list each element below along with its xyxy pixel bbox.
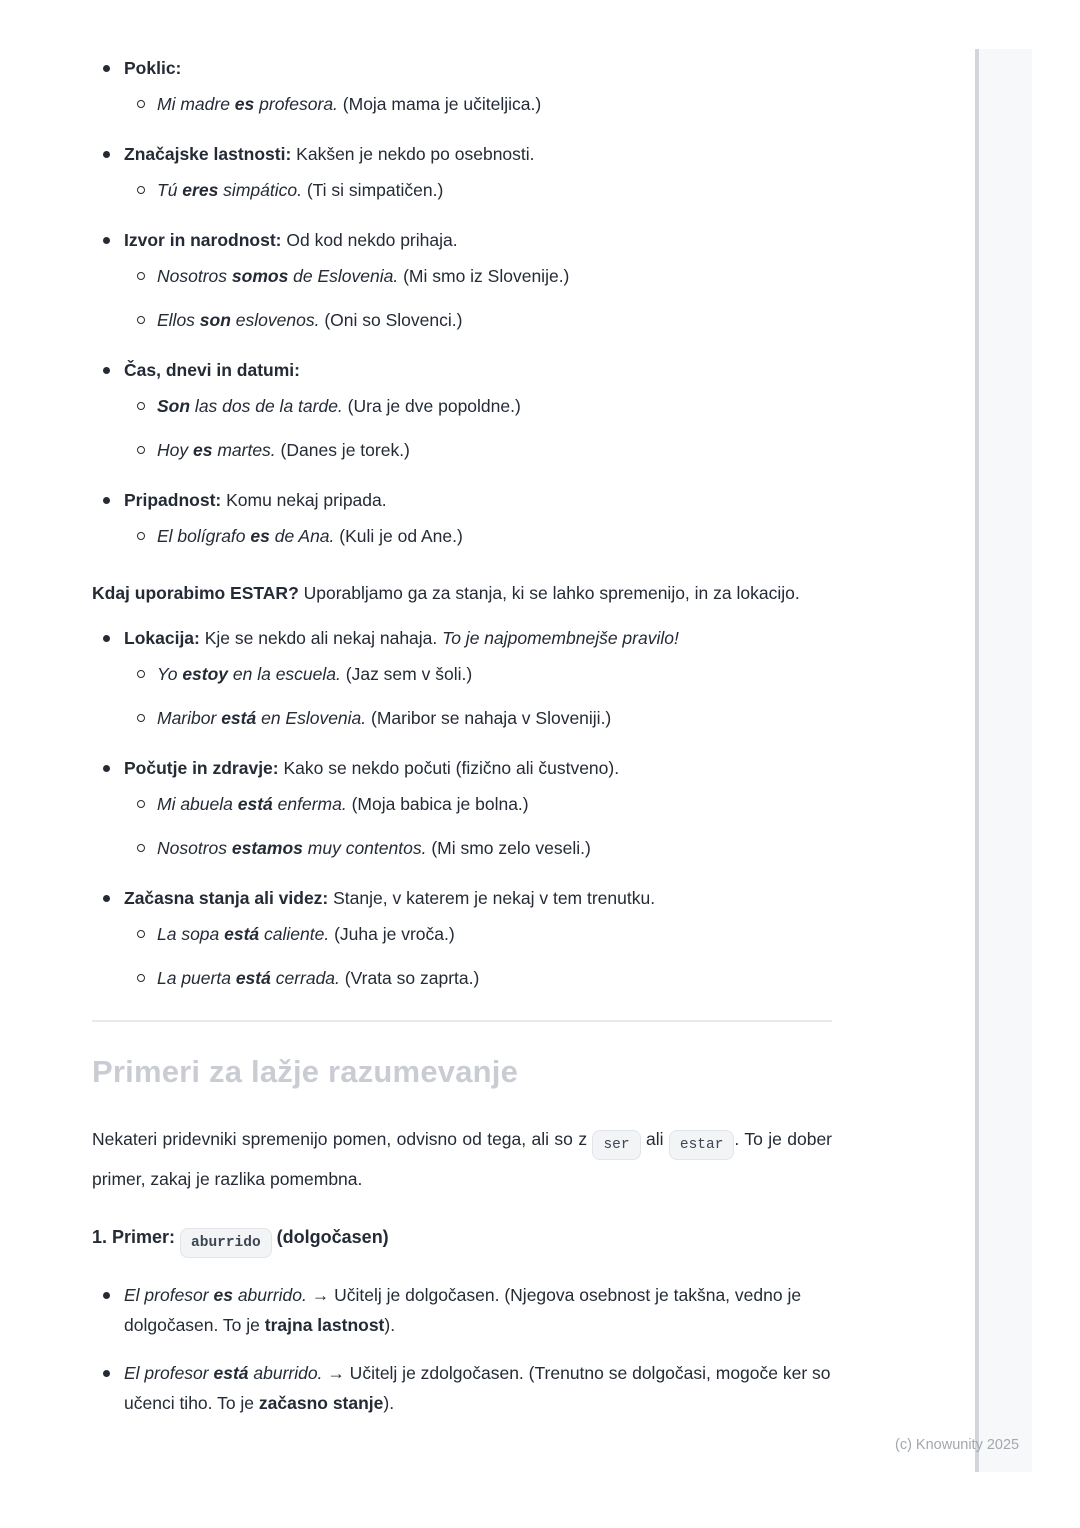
- inline-code-ser: ser: [592, 1130, 640, 1160]
- list-item-text: [124, 356, 832, 384]
- paragraph-text: Nekateri pridevniki spremenijo pomen, odvisno od tega, ali so z: [92, 1129, 593, 1149]
- translation: (Mi smo zelo veseli.): [426, 838, 591, 858]
- scrollbar-track[interactable]: [979, 49, 1032, 1472]
- spanish-text: profesora.: [254, 94, 338, 114]
- example-sentence: [157, 790, 832, 818]
- list-item: [92, 486, 832, 514]
- example-sentence: [157, 392, 832, 420]
- primer-heading: [92, 1218, 832, 1258]
- bullet-dot-icon: [92, 486, 124, 514]
- spanish-text: cerrada.: [270, 968, 340, 988]
- estar-intro-lead: Kdaj uporabimo ESTAR?: [92, 583, 299, 603]
- translation: (Ura je dve popoldne.): [342, 396, 521, 416]
- list-item: [92, 226, 832, 254]
- item-title: Počutje in zdravje:: [124, 758, 279, 778]
- example-sentence: [157, 90, 832, 118]
- item-title: Značajske lastnosti:: [124, 144, 292, 164]
- primer-suffix: (dolgočasen): [271, 1227, 389, 1247]
- bullet-dot-icon: [92, 226, 124, 254]
- list-subitem: [125, 790, 832, 818]
- explanation-text: → Učitelj je zdolgočasen. (Trenutno se dolgočasi, mogoče ker so učenci tiho. To je: [124, 1363, 831, 1413]
- list-item-text: [124, 754, 832, 782]
- spanish-text: Mi abuela: [157, 794, 238, 814]
- spanish-text: caliente.: [259, 924, 330, 944]
- bullet-circle-icon: [125, 834, 157, 862]
- list-subitem: [125, 660, 832, 688]
- document-page: [92, 54, 832, 1418]
- spanish-text: El profesor: [124, 1363, 214, 1383]
- spanish-text: Yo: [157, 664, 183, 684]
- item-desc-emphasis: To je najpomembnejše pravilo!: [442, 628, 679, 648]
- bullet-dot-icon: [92, 1358, 124, 1418]
- example-sentence: [124, 1280, 832, 1340]
- spanish-text: en la escuela.: [228, 664, 341, 684]
- spanish-verb: es: [192, 440, 213, 460]
- list-item-text: [124, 486, 832, 514]
- list-item: [92, 1280, 832, 1340]
- bullet-dot-icon: [92, 140, 124, 168]
- item-desc: Stanje, v katerem je nekaj v tem trenutku.: [328, 888, 656, 908]
- spanish-verb: es: [250, 526, 270, 546]
- paragraph-text: ali: [640, 1129, 669, 1149]
- spanish-text: aburrido.: [232, 1285, 307, 1305]
- list-item: [92, 624, 832, 652]
- bullet-circle-icon: [125, 660, 157, 688]
- estar-usage-list: [92, 624, 832, 992]
- translation: (Kuli je od Ane.): [334, 526, 463, 546]
- list-subitem: [125, 920, 832, 948]
- translation: (Moja babica je bolna.): [346, 794, 529, 814]
- item-title: Poklic:: [124, 58, 182, 78]
- example-sentence: [157, 176, 832, 204]
- scrollbar-thumb[interactable]: [975, 49, 979, 1472]
- bullet-circle-icon: [125, 176, 157, 204]
- item-title: Izvor in narodnost:: [124, 230, 282, 250]
- list-item-text: [124, 884, 832, 912]
- spanish-verb: son: [199, 310, 231, 330]
- spanish-text: Ellos: [157, 310, 200, 330]
- spanish-verb: está: [237, 794, 273, 814]
- spanish-text: enferma.: [272, 794, 347, 814]
- translation: (Juha je vroča.): [329, 924, 455, 944]
- list-subitem: [125, 306, 832, 334]
- bullet-dot-icon: [92, 356, 124, 384]
- examples-paragraph: [92, 1120, 832, 1198]
- spanish-text: Hoy: [157, 440, 193, 460]
- translation: (Oni so Slovenci.): [319, 310, 463, 330]
- list-item: [92, 54, 832, 82]
- spanish-text: La puerta: [157, 968, 236, 988]
- translation: (Moja mama je učiteljica.): [337, 94, 542, 114]
- bullet-dot-icon: [92, 1280, 124, 1340]
- spanish-text: simpático.: [218, 180, 302, 200]
- spanish-text: en Eslovenia.: [256, 708, 367, 728]
- list-subitem: [125, 262, 832, 290]
- spanish-text: martes.: [212, 440, 276, 460]
- bullet-dot-icon: [92, 54, 124, 82]
- inline-code-aburrido: aburrido: [180, 1228, 272, 1258]
- list-item-text: [124, 226, 832, 254]
- spanish-text: Mi madre: [157, 94, 235, 114]
- list-subitem: [125, 704, 832, 732]
- copyright-watermark: (c) Knowunity 2025: [895, 1437, 1020, 1453]
- inline-code-estar: estar: [669, 1130, 735, 1160]
- example-sentence: [157, 262, 832, 290]
- spanish-text: aburrido.: [248, 1363, 323, 1383]
- estar-intro-rest: Uporabljamo ga za stanja, ki se lahko spremenijo, in za lokacijo.: [298, 583, 800, 603]
- item-desc: Kakšen je nekdo po osebnosti.: [291, 144, 535, 164]
- list-subitem: [125, 522, 832, 550]
- ser-usage-list: [92, 54, 832, 550]
- item-title: Začasna stanja ali videz:: [124, 888, 329, 908]
- spanish-text: muy contentos.: [302, 838, 427, 858]
- bullet-circle-icon: [125, 392, 157, 420]
- list-item: [92, 140, 832, 168]
- list-subitem: [125, 392, 832, 420]
- list-item-text: [124, 624, 832, 652]
- spanish-verb: es: [213, 1285, 233, 1305]
- paragraph-text: . To je dober primer, zakaj je razlika pomembna.: [92, 1129, 833, 1189]
- spanish-verb: estamos: [231, 838, 303, 858]
- spanish-text: Tú: [157, 180, 183, 200]
- translation: (Ti si simpatičen.): [301, 180, 444, 200]
- primer-example-list: [92, 1280, 832, 1418]
- explanation-bold: trajna lastnost: [264, 1315, 385, 1335]
- list-item-text: [124, 140, 832, 168]
- spanish-verb: eres: [182, 180, 219, 200]
- bullet-circle-icon: [125, 90, 157, 118]
- bullet-circle-icon: [125, 920, 157, 948]
- example-sentence: [157, 306, 832, 334]
- item-desc: Od kod nekdo prihaja.: [281, 230, 458, 250]
- list-subitem: [125, 90, 832, 118]
- example-sentence: [157, 834, 832, 862]
- list-subitem: [125, 176, 832, 204]
- translation: (Danes je torek.): [275, 440, 410, 460]
- list-item: [92, 1358, 832, 1418]
- spanish-text: Nosotros: [157, 838, 232, 858]
- item-title: Čas, dnevi in datumi:: [124, 360, 300, 380]
- item-desc: Komu nekaj pripada.: [221, 490, 387, 510]
- list-item: [92, 884, 832, 912]
- example-sentence: [157, 704, 832, 732]
- spanish-verb: está: [235, 968, 271, 988]
- item-title: Pripadnost:: [124, 490, 222, 510]
- translation: (Mi smo iz Slovenije.): [398, 266, 570, 286]
- translation: (Vrata so zaprta.): [339, 968, 480, 988]
- bullet-dot-icon: [92, 884, 124, 912]
- example-sentence: [157, 660, 832, 688]
- estar-intro-paragraph: [92, 574, 832, 612]
- bullet-circle-icon: [125, 790, 157, 818]
- item-desc: Kje se nekdo ali nekaj nahaja.: [199, 628, 443, 648]
- spanish-verb: Son: [157, 396, 191, 416]
- explanation-tail: ).: [383, 1393, 395, 1413]
- spanish-text: El bolígrafo: [157, 526, 251, 546]
- bullet-circle-icon: [125, 964, 157, 992]
- bullet-circle-icon: [125, 522, 157, 550]
- example-sentence: [157, 920, 832, 948]
- spanish-text: de Eslovenia.: [288, 266, 399, 286]
- example-sentence: [157, 436, 832, 464]
- spanish-text: de Ana.: [269, 526, 335, 546]
- bullet-circle-icon: [125, 704, 157, 732]
- spanish-verb: está: [213, 1363, 249, 1383]
- item-desc: Kako se nekdo počuti (fizično ali čustveno).: [278, 758, 620, 778]
- spanish-verb: estoy: [182, 664, 229, 684]
- example-sentence: [124, 1358, 832, 1418]
- spanish-text: Maribor: [157, 708, 222, 728]
- explanation-tail: ).: [384, 1315, 396, 1335]
- translation: (Jaz sem v šoli.): [340, 664, 473, 684]
- spanish-text: El profesor: [124, 1285, 214, 1305]
- bullet-circle-icon: [125, 436, 157, 464]
- spanish-verb: somos: [231, 266, 289, 286]
- list-item: [92, 356, 832, 384]
- primer-label: 1. Primer:: [92, 1227, 181, 1247]
- explanation-text: → Učitelj je dolgočasen. (Njegova osebnost je takšna, vedno je dolgočasen. To je: [124, 1285, 802, 1335]
- list-item: [92, 754, 832, 782]
- spanish-text: Nosotros: [157, 266, 232, 286]
- spanish-verb: está: [224, 924, 260, 944]
- example-sentence: [157, 964, 832, 992]
- list-subitem: [125, 436, 832, 464]
- spanish-text: eslovenos.: [230, 310, 320, 330]
- spanish-verb: es: [234, 94, 255, 114]
- section-heading: Primeri za lažje razumevanje: [92, 1054, 519, 1089]
- spanish-text: las dos de la tarde.: [190, 396, 343, 416]
- spanish-verb: está: [221, 708, 257, 728]
- translation: (Maribor se nahaja v Sloveniji.): [366, 708, 612, 728]
- list-item-text: [124, 54, 832, 82]
- bullet-circle-icon: [125, 306, 157, 334]
- item-title: Lokacija:: [124, 628, 200, 648]
- explanation-bold: začasno stanje: [258, 1393, 384, 1413]
- spanish-text: La sopa: [157, 924, 225, 944]
- section-divider: [92, 1020, 832, 1022]
- bullet-dot-icon: [92, 754, 124, 782]
- list-subitem: [125, 964, 832, 992]
- bullet-dot-icon: [92, 624, 124, 652]
- example-sentence: [157, 522, 832, 550]
- bullet-circle-icon: [125, 262, 157, 290]
- list-subitem: [125, 834, 832, 862]
